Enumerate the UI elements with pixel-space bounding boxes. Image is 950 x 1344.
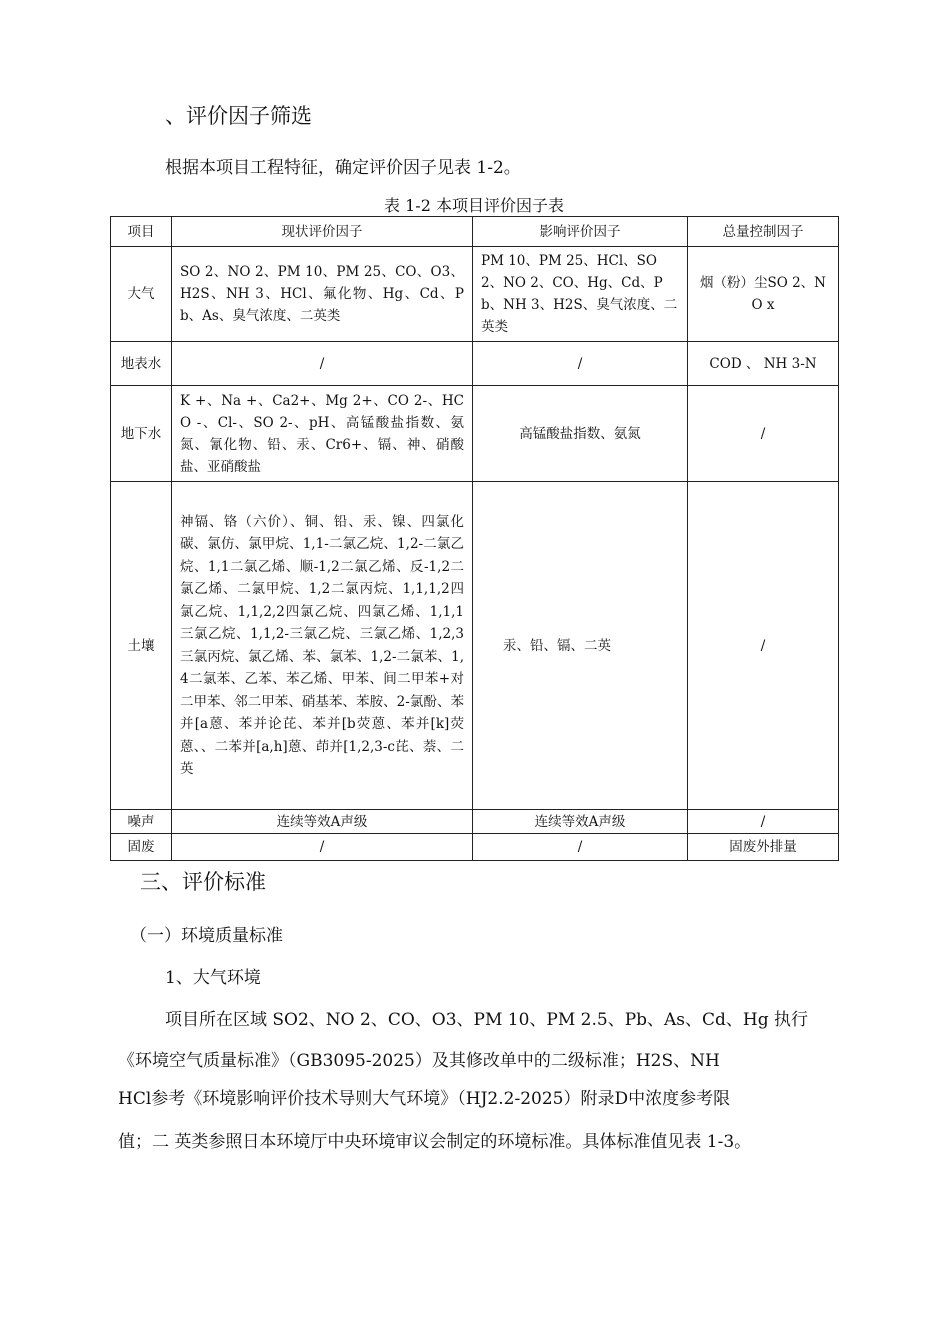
solid-waste-impact-factors: /	[473, 834, 688, 861]
noise-impact-factors: 连续等效A声级	[473, 810, 688, 834]
soil-impact-factors: 汞、铅、镉、二英	[473, 482, 688, 810]
table-row	[111, 482, 839, 810]
header-item: 项目	[111, 217, 172, 247]
surface-water-total-control-factors: COD 、 NH 3-N	[688, 342, 839, 386]
air-total-control-factors: 烟（粉）尘SO 2、NO x	[688, 247, 839, 342]
table-header-row	[111, 217, 839, 247]
paragraph-line-2: 《环境空气质量标准》（GB3095-2025）及其修改单中的二级标准；H2S、NH	[118, 1051, 720, 1071]
header-current-factors: 现状评价因子	[172, 217, 473, 247]
row-item-soil: 土壤	[111, 482, 172, 810]
table-caption: 表 1-2 本项目评价因子表	[384, 196, 564, 215]
surface-water-current-factors: /	[172, 342, 473, 386]
groundwater-current-factors: K +、Na +、Ca2+、Mg 2+、CO 2-、HCO -、Cl-、SO 2-、pH、高锰酸盐指数、氨氮、氰化物、铅、汞、Cr6+、镉、神、硝酸盐、亚硝酸盐	[172, 386, 473, 482]
table-row	[111, 247, 839, 342]
soil-current-factors: 神镉、铬（六价）、铜、铅、汞、镍、四氯化碳、氯仿、氯甲烷、1,1-二氯乙烷、1,2-二氯乙烷、1,1二氯乙烯、顺-1,2二氯乙烯、反-1,2二氯乙烯、二氯甲烷、1,2二氯丙烷、1,1,1,2四氯乙烷、1,1,2,2四氯乙烷、四氯乙烯、1,1,1三氯乙烷、1,1,2-三氯乙烷、三氯乙烯、1,2,3三氯丙烷、氯乙烯、苯、氯苯、1,2-二氯苯、1,4二氯苯、乙苯、苯乙烯、甲苯、间二甲苯+对二甲苯、邻二甲苯、硝基苯、苯胺、2-氯酚、苯并[a蒽、苯并论芘、苯并[b荧蒽、苯并[k]荧蒽、、二苯并[a,h]蒽、茚并[1,2,3-c芘、萘、二英	[172, 482, 473, 810]
paragraph-line-4: 值；二 英类参照日本环境厅中央环境审议会制定的环境标准。具体标准值见表 1-3。	[118, 1132, 752, 1152]
table-row	[111, 386, 839, 482]
intro-text: 根据本项目工程特征，确定评价因子见表 1-2。	[165, 158, 521, 178]
surface-water-impact-factors: /	[473, 342, 688, 386]
paragraph-line-1: 项目所在区域 SO2、NO 2、CO、O3、PM 10、PM 2.5、Pb、As、Cd、Hg 执行	[165, 1010, 809, 1030]
subsection-heading-quality-standards: （一）环境质量标准	[130, 926, 283, 946]
header-impact-factors: 影响评价因子	[473, 217, 688, 247]
item-heading-atmosphere: 1、大气环境	[165, 968, 261, 988]
table-row	[111, 342, 839, 386]
row-item-solid-waste: 固废	[111, 834, 172, 861]
noise-current-factors: 连续等效A声级	[172, 810, 473, 834]
row-item-surface-water: 地表水	[111, 342, 172, 386]
groundwater-total-control-factors: /	[688, 386, 839, 482]
paragraph-line-3: HCl参考《环境影响评价技术导则大气环境》（HJ2.2-2025）附录D中浓度参考限	[118, 1089, 731, 1109]
header-total-control-factors: 总量控制因子	[688, 217, 839, 247]
table-row	[111, 834, 839, 861]
section-heading-evaluation-standards: 三、评价标准	[140, 870, 266, 894]
row-item-air: 大气	[111, 247, 172, 342]
air-current-factors: SO 2、NO 2、PM 10、PM 25、CO、O3、H2S、NH 3、HCl、氟化物、Hg、Cd、Pb、As、臭气浓度、二英类	[172, 247, 473, 342]
row-item-groundwater: 地下水	[111, 386, 172, 482]
evaluation-factor-table	[110, 216, 839, 861]
air-impact-factors: PM 10、PM 25、HCl、SO 2、NO 2、CO、Hg、Cd、Pb、NH 3、H2S、臭气浓度、二英类	[473, 247, 688, 342]
solid-waste-current-factors: /	[172, 834, 473, 861]
groundwater-impact-factors: 高锰酸盐指数、氨氮	[473, 386, 688, 482]
row-item-noise: 噪声	[111, 810, 172, 834]
section-heading-factor-screening: 、评价因子筛选	[165, 104, 312, 128]
solid-waste-total-control-factors: 固废外排量	[688, 834, 839, 861]
table-row	[111, 810, 839, 834]
soil-total-control-factors: /	[688, 482, 839, 810]
noise-total-control-factors: /	[688, 810, 839, 834]
